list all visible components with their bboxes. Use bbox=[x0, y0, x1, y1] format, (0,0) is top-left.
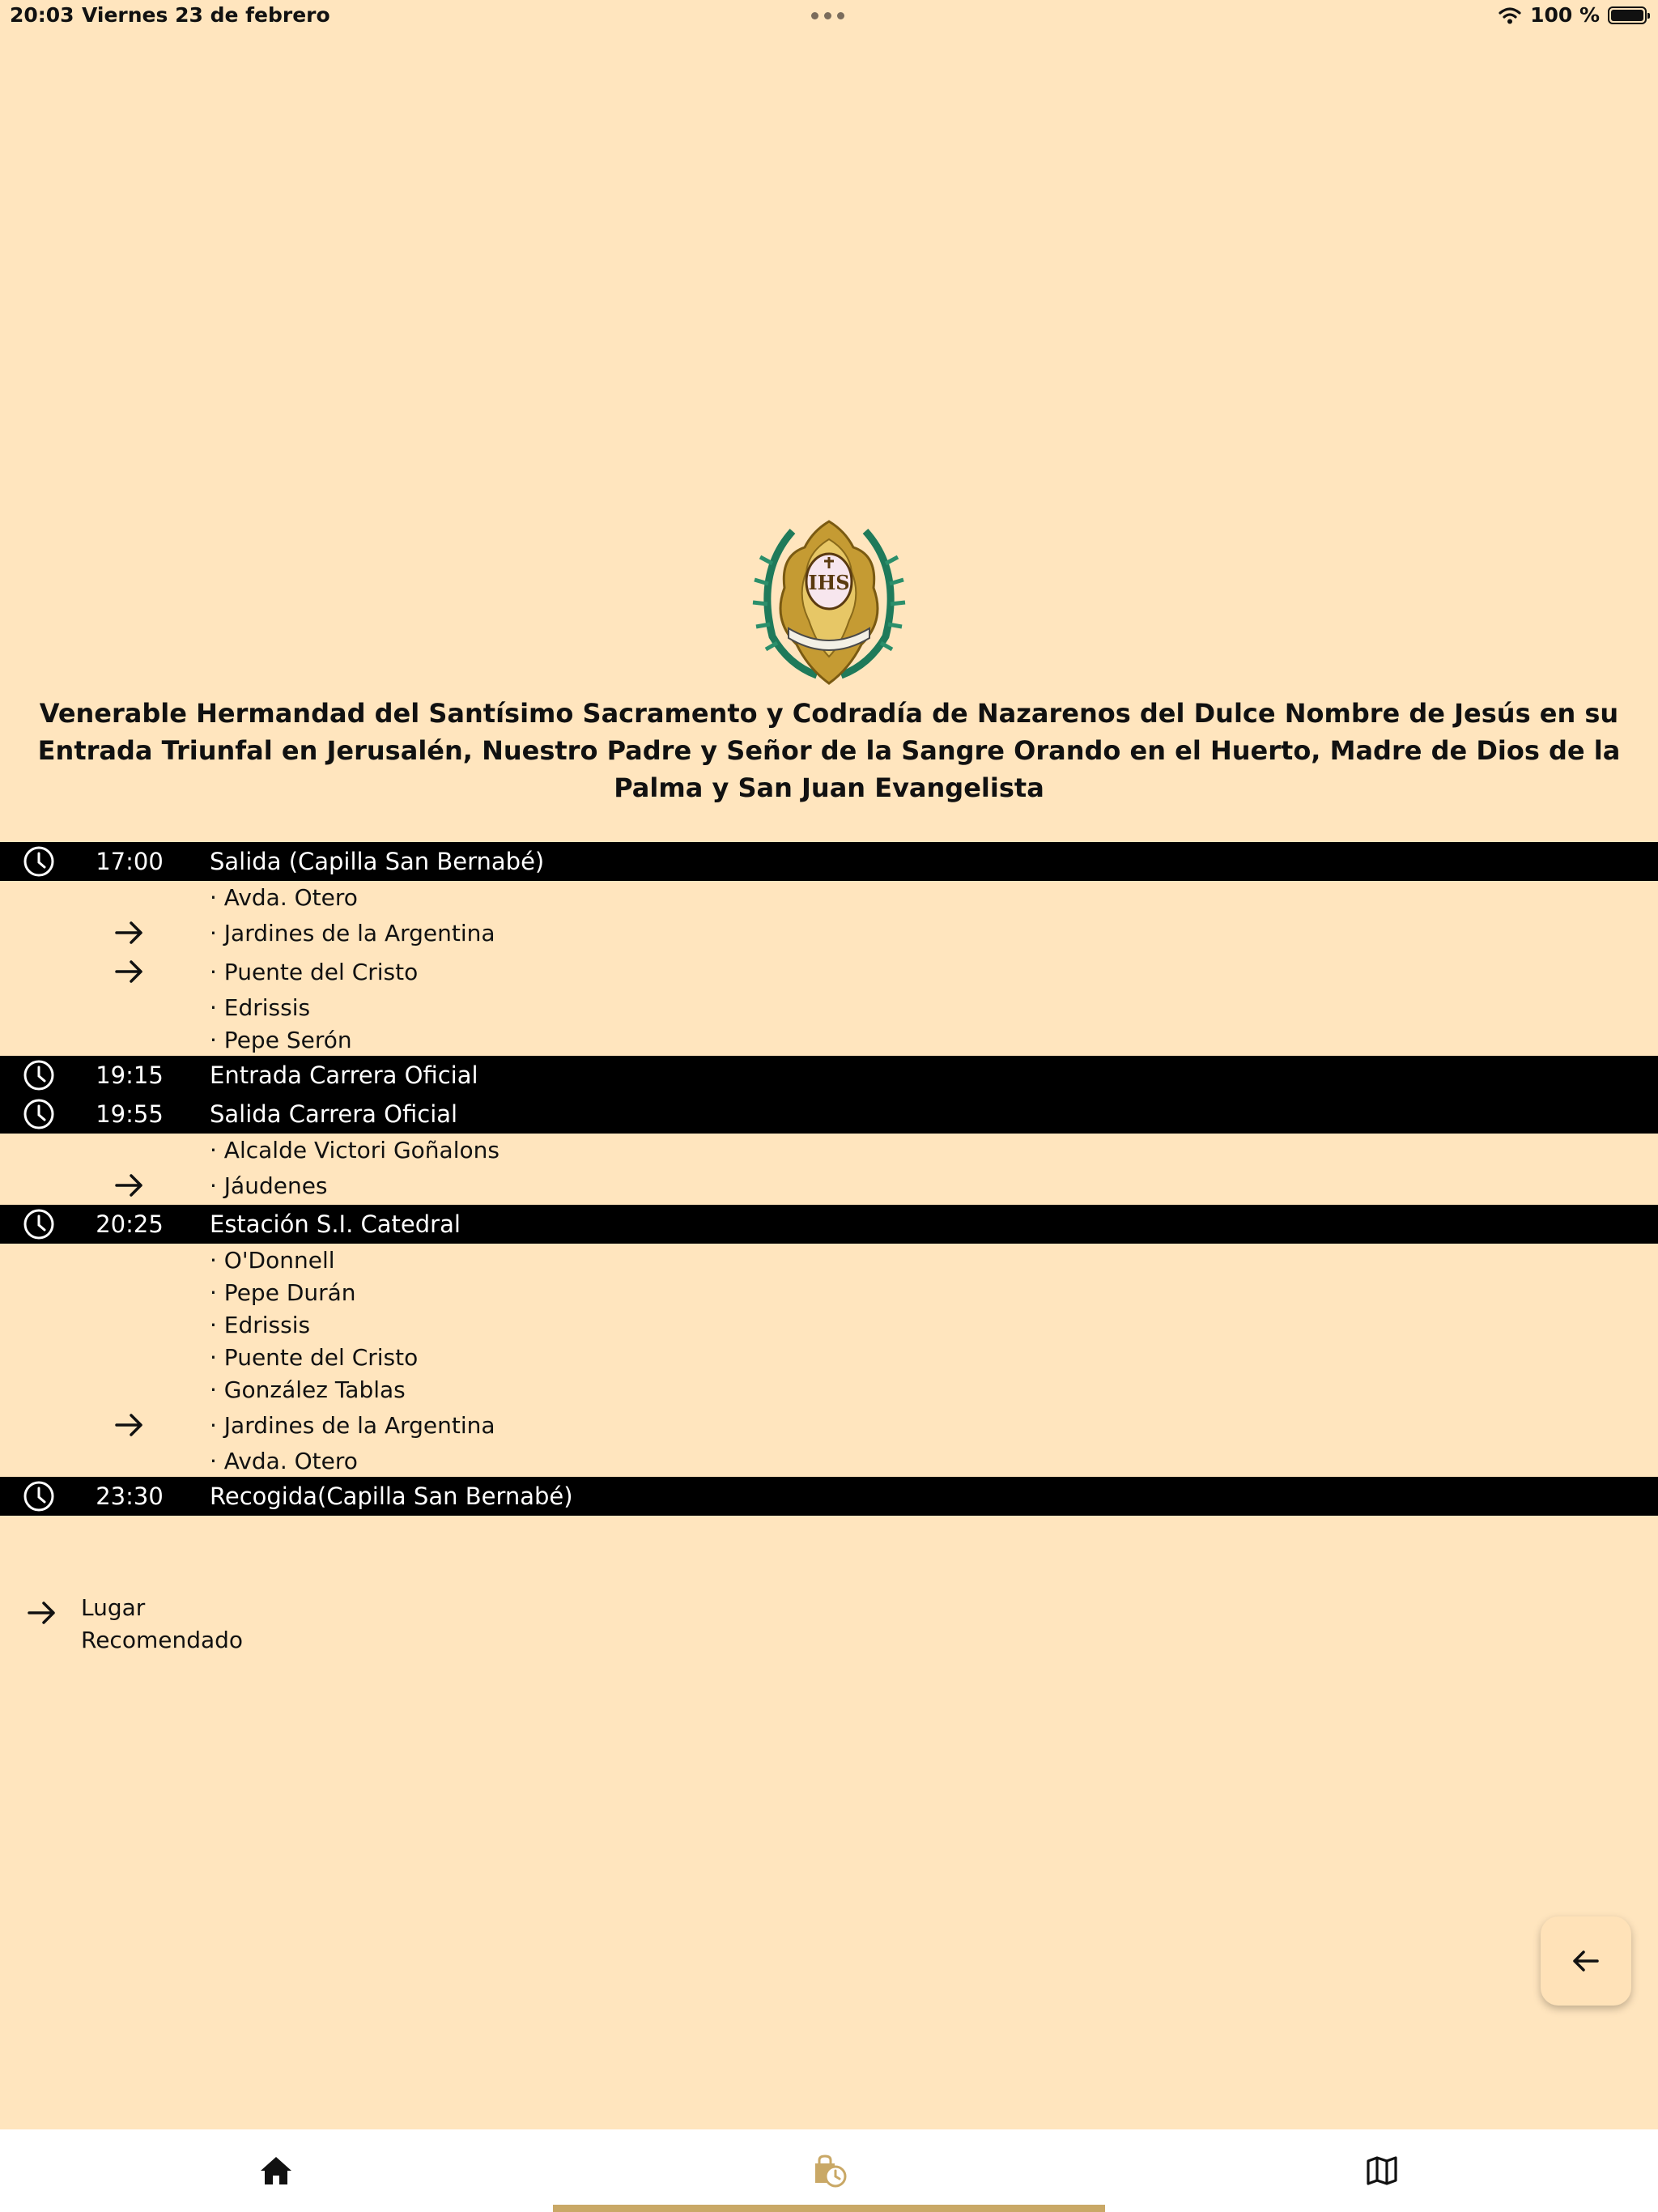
street-name: · Avda. Otero bbox=[210, 883, 358, 911]
schedule-stop[interactable] bbox=[0, 1095, 1658, 1134]
street-name: · González Tablas bbox=[210, 1376, 406, 1403]
street-name: · Edrissis bbox=[210, 1311, 311, 1338]
street-name: · Jardines de la Argentina bbox=[210, 919, 495, 946]
home-icon bbox=[259, 2155, 293, 2187]
schedule-bag-clock-icon bbox=[810, 2152, 848, 2189]
stop-event: Entrada Carrera Oficial bbox=[210, 1061, 478, 1089]
battery-icon bbox=[1608, 6, 1647, 24]
battery-percentage: 100 % bbox=[1530, 3, 1600, 27]
procession-schedule bbox=[0, 842, 1658, 1516]
street-name: · Jáudenes bbox=[210, 1172, 328, 1199]
street-name: · Alcalde Victori Goñalons bbox=[210, 1136, 500, 1163]
street-name: · Edrissis bbox=[210, 993, 311, 1021]
route-street bbox=[0, 1373, 1658, 1406]
stop-time: 19:55 bbox=[96, 1100, 164, 1128]
brotherhood-crest-logo bbox=[748, 515, 910, 690]
street-name: · Pepe Serón bbox=[210, 1026, 352, 1053]
route-street bbox=[0, 1406, 1658, 1444]
nav-schedule[interactable] bbox=[553, 2129, 1105, 2212]
nav-active-indicator bbox=[553, 2205, 1105, 2212]
route-street bbox=[0, 1166, 1658, 1205]
route-street bbox=[0, 1308, 1658, 1341]
status-bar bbox=[0, 0, 1658, 34]
route-street bbox=[0, 1244, 1658, 1276]
street-name: · Avda. Otero bbox=[210, 1447, 358, 1474]
route-street bbox=[0, 1023, 1658, 1056]
street-name: · Pepe Durán bbox=[210, 1278, 356, 1306]
schedule-stop[interactable] bbox=[0, 842, 1658, 881]
route-street bbox=[0, 881, 1658, 913]
schedule-stop[interactable] bbox=[0, 1477, 1658, 1516]
stop-time: 17:00 bbox=[96, 848, 164, 875]
bottom-navigation bbox=[0, 2129, 1658, 2212]
status-date: Viernes 23 de febrero bbox=[82, 3, 330, 27]
route-street bbox=[0, 913, 1658, 952]
arrow-right-icon bbox=[24, 1595, 60, 1631]
arrow-right-icon bbox=[112, 1168, 147, 1203]
route-street bbox=[0, 1444, 1658, 1477]
route-street bbox=[0, 1276, 1658, 1308]
status-indicators bbox=[1498, 3, 1647, 27]
street-name: · Puente del Cristo bbox=[210, 958, 419, 985]
legend-line-1: Lugar bbox=[81, 1594, 146, 1621]
multitasking-dots-icon[interactable] bbox=[811, 12, 844, 19]
arrow-right-icon bbox=[112, 915, 147, 951]
street-name: · O'Donnell bbox=[210, 1246, 335, 1274]
street-name: · Jardines de la Argentina bbox=[210, 1411, 495, 1439]
arrow-right-icon bbox=[112, 954, 147, 989]
arrow-right-icon bbox=[112, 1407, 147, 1443]
schedule-stop[interactable] bbox=[0, 1205, 1658, 1244]
clock-icon bbox=[22, 844, 56, 878]
wifi-icon bbox=[1498, 6, 1522, 25]
legend-label bbox=[81, 1592, 259, 1657]
recommended-place-legend bbox=[24, 1594, 244, 1653]
brotherhood-title: Venerable Hermandad del Santísimo Sacramento y Codradía de Nazarenos del Dulce Nombre de Jesús en su Entrada Triunfal en Jerusalén, Nuestro Padre y Señor de la Sangre Orando en el Huerto, Madre de Dios de la Palma y San Juan Evangelista bbox=[37, 698, 1621, 803]
route-street bbox=[0, 1341, 1658, 1373]
clock-icon bbox=[22, 1097, 56, 1131]
route-street bbox=[0, 952, 1658, 991]
street-name: · Puente del Cristo bbox=[210, 1343, 419, 1371]
route-street bbox=[0, 991, 1658, 1023]
stop-time: 23:30 bbox=[96, 1482, 164, 1510]
stop-event: Recogida(Capilla San Bernabé) bbox=[210, 1482, 573, 1510]
clock-icon bbox=[22, 1058, 56, 1092]
stop-time: 20:25 bbox=[96, 1210, 164, 1238]
legend-line-2: Recomendado bbox=[81, 1627, 244, 1653]
stop-event: Salida Carrera Oficial bbox=[210, 1100, 458, 1128]
stop-time: 19:15 bbox=[96, 1061, 164, 1089]
schedule-stop[interactable] bbox=[0, 1056, 1658, 1095]
crest-monogram: IHS bbox=[808, 571, 850, 594]
nav-map[interactable] bbox=[1106, 2129, 1658, 2212]
route-street bbox=[0, 1134, 1658, 1166]
clock-icon bbox=[22, 1207, 56, 1241]
status-time: 20:03 bbox=[10, 3, 74, 27]
back-button[interactable] bbox=[1541, 1916, 1631, 2006]
stop-event: Estación S.I. Catedral bbox=[210, 1210, 461, 1238]
stop-event: Salida (Capilla San Bernabé) bbox=[210, 848, 545, 875]
nav-home[interactable] bbox=[0, 2129, 552, 2212]
clock-icon bbox=[22, 1479, 56, 1513]
arrow-left-icon bbox=[1570, 1945, 1602, 1977]
map-icon bbox=[1366, 2155, 1398, 2187]
